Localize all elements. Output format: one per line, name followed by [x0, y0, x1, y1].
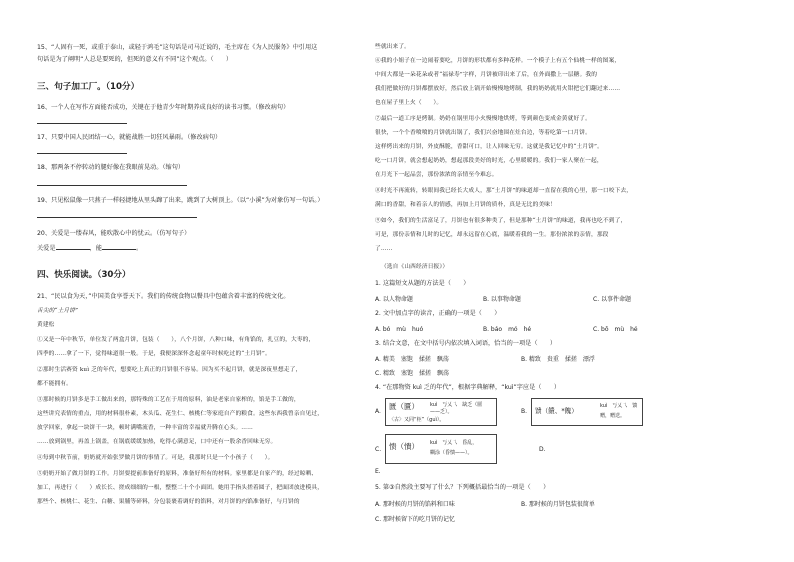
fill-blank-1[interactable] [56, 244, 90, 250]
question-21: 21、“民以食为天，”中国美食享誉天下。我们的传统食物以餐具中包蕴含着丰富的传统文化。 [37, 293, 290, 300]
paragraph-4-line-1: ④每到中秋节前，奶奶就开始张罗做月饼的事情了。可是，我那时只是一个小孩子（ ）。 [37, 455, 274, 461]
paragraph-9-line-2: 可是，那份亲情和儿时的记忆，却永远留在心底，温暖着我的一生。那份浓浓的亲情，那段 [375, 232, 609, 238]
paragraph-5-line-3: 那些个、核桃仁、花生、白糖、果脯等碎料，分包装裹着调好的馅料，对月饼的内馅准备好，与月饼的 [37, 499, 300, 505]
paragraph-8-line-1: ⑧时光不再流转，转眼间我已经长大成人，那“土月饼”的味道却一直留在我的心里，那一口咬下去， [375, 188, 633, 194]
question-15-line-2: 句话是为了阐明“人总是要死的，但死的意义有不同”这个观点。（ ） [37, 56, 233, 63]
paragraph-1-line-1: ①又是一年中秋节，单位发了两盒月饼，包装（ ），八个月饼，八种口味，有角馅的，扎豆的，大枣的， [37, 337, 315, 343]
sub-question-2-option-a[interactable]: A. bó mù huó [375, 326, 424, 333]
section-4-heading: 四、快乐阅读。（30分） [37, 270, 131, 280]
answer-line-18[interactable] [37, 180, 187, 189]
dictionary-entry-b-char: 馈（饋、*餽） [535, 407, 578, 415]
question-20-fill [37, 244, 142, 252]
sub-question-4-option-c-label[interactable]: C. [375, 446, 382, 453]
fill-prefix: 关爱是 [37, 245, 56, 252]
dictionary-entry-b [531, 398, 643, 426]
paragraph-7-line-1: ⑦最后一道工序是烤制。奶奶在锅里用小火慢慢地烘烤，等到颜色变成金黄就好了。 [375, 116, 591, 122]
paragraph-8-line-2: 满口的香甜，和着亲人的情感，再加上月饼的质朴，真是无比的美味！ [375, 202, 556, 208]
sub-question-5-option-b[interactable]: B. 那时候的月饼包装很简单 [521, 501, 595, 508]
question-15-line-1: 15、“人固有一死，或重于泰山，或轻于鸿毛”这句话是司马迁说的，毛主席在《为人民服务》中引用这 [37, 44, 318, 51]
paragraph-6-line-4: 也在屋子里上火（ ）。 [375, 100, 443, 106]
dictionary-entry-c-char: 愦（憒） [389, 442, 419, 451]
paragraph-3-line-4: ……放到锅里，再盖上锅盖，在锅底缓缓加热，吃得心满意足，口中还有一股余香回味无穷。 [37, 439, 277, 445]
sub-question-4-option-e-label[interactable]: E. [375, 468, 381, 475]
dictionary-entry-c-def-2: 糊涂（昏愦——）。 [430, 450, 473, 456]
passage-title: 舌尖的“土月饼” [37, 308, 79, 314]
paragraph-2-line-2: 都不能拥有。 [37, 381, 73, 387]
paragraph-7-line-5: 在月光下一起品尝，那份浓浓的亲情至今难忘。 [375, 172, 498, 178]
right-paragraph-line-1: 些就出来了。 [375, 44, 411, 50]
dictionary-entry-a-char: 匮（匱） [389, 402, 419, 411]
right-column [375, 0, 794, 562]
sub-question-1-option-a[interactable]: A. 以人物命题 [375, 296, 413, 303]
sub-question-5-option-a[interactable]: A. 那时候的月饼的馅料和口味 [375, 501, 455, 508]
paragraph-7-line-4: 吃一口月饼，就会想起奶奶，想起那段美好的时光，心里暖暖的。我们一家人聚在一起， [375, 158, 603, 164]
sub-question-3: 3. 结合文意，在文中括号内依次填入词语，恰当的一项是（ ） [375, 340, 557, 347]
paragraph-3-line-3: 放学回家，拿起一块饼干一块，顿时满嘴流香，一种丰富的幸福就升腾在心头。…… [37, 425, 253, 431]
dictionary-entry-c-def-1: kuì 丂乂乁 昏乱， [430, 440, 478, 446]
dictionary-entry-a-def-2: ——乏）。 [430, 409, 453, 415]
sub-question-4-option-a-label[interactable]: A. [375, 408, 381, 415]
sub-question-1-option-b[interactable]: B. 以事物命题 [483, 296, 521, 303]
dictionary-entry-a-def-3: 〈古〉又同“柜”（guì）。 [389, 417, 445, 423]
dictionary-entry-b-def-1: kuì 丂乂乁 馈 [600, 403, 638, 409]
question-20: 20、关爱是一缕春风，能吹散心中的忧云。（仿写句子） [37, 230, 191, 237]
section-3-heading: 三、句子加工厂。（10分） [37, 82, 140, 92]
paragraph-9-line-3: 了…… [375, 246, 393, 252]
fill-end: 。 [135, 245, 143, 252]
sub-question-3-option-a[interactable]: A. 精美 塞饱 揉搓 飘荡 [375, 356, 449, 363]
dictionary-entry-b-def-2: 赠，赠送。 [600, 413, 626, 419]
sub-question-3-option-c[interactable]: C. 精致 塞饱 揉搓 飘荡 [375, 370, 450, 377]
paragraph-2-line-1: ②那时生活赛资 kuì 乏的年代，想要吃上真正的月饼很不容易。因为买不起月饼，就是深夜里想走了， [37, 367, 302, 373]
fill-blank-2[interactable] [102, 244, 136, 250]
paragraph-5-line-2: 加工，再进行（ ）成长长、搓成细细的一根，整整二十个小面团。她用手指头搓着圆子，把面团放进模具， [37, 485, 324, 491]
sub-question-5: 5. 第③自然段主要写了什么？下列概括最恰当的一项是（ ） [375, 484, 550, 491]
paragraph-6-line-3: 我们把做好的月饼都摆放好，然后放上锅开始慢慢地烤制，我的奶奶就用火钳把它们翻过来…… [375, 86, 621, 92]
dictionary-entry-a-def-1: kuì 丂乂乁 缺乏（匮 [430, 402, 483, 408]
dictionary-entry-a [385, 398, 497, 426]
sub-question-4-option-d-label[interactable]: D. [539, 446, 546, 453]
sub-question-5-option-c[interactable]: C. 那时候留下的吃月饼的记忆 [375, 516, 456, 523]
passage-source: （选自《山西经济日报》） [381, 264, 449, 270]
sub-question-2-option-b[interactable]: B. báo mó hé [483, 326, 532, 333]
question-17: 17、只要中国人民团结一心，就能战胜一切狂风暴雨。（修改病句） [37, 134, 222, 141]
paragraph-5-line-1: ⑤奶奶开始了做月饼的工作。月饼要提前准备好的原料，准备好所有的材料。家里都是自家产的，经过晾晒、 [37, 471, 318, 477]
dictionary-entry-c [385, 434, 497, 464]
sub-question-1: 1. 这篇短文从题的方法是（ ） [375, 280, 470, 287]
paragraph-6-line-1: ⑥我的小姐子在一边闹着要吃，月饼的形状都有多种花样。一个模子上有五个仙桃一样的图案， [375, 58, 621, 64]
answer-line-17[interactable] [37, 148, 127, 157]
fill-middle: ，能 [89, 245, 102, 252]
paragraph-7-line-3: 这样烤出来的月饼，外皮酥脆，香甜可口，让人回味无穷。这就是我记忆中的“土月饼”。 [375, 144, 603, 150]
sub-question-4-option-b-label[interactable]: B. [521, 408, 528, 415]
paragraph-3-line-2: 这些讲究表情的重点，用的材料很朴素，木头瓜、花生仁、核桃仁等家庭自产的粮食。这些东西我曾亲自见过， [37, 411, 324, 417]
paragraph-7-line-2: 很快，一个个香喷喷的月饼就出锅了，我们兴奋地围在灶台边，等着吃第一口月饼。 [375, 130, 591, 136]
sub-question-1-option-c[interactable]: C. 以事件命题 [593, 296, 632, 303]
paragraph-6-line-2: 中间大都是一朵花朵或者“福禄寿”字样，月饼被印出来了后，在外面撒上一层糖。我的 [375, 72, 598, 78]
answer-line-16[interactable] [37, 118, 127, 127]
paragraph-3-line-1: ③那时候的月饼多是手工做出来的，那特殊的工艺在于用的原料，油是老家自家榨的，馅是手工做的， [37, 397, 300, 403]
question-16: 16、一个人在写作方面能否成功，关键在于他青少年时期养成良好的读书习惯。（修改病句） [37, 104, 290, 111]
sub-question-4: 4. “在那物资 kuì 乏的年代”，根据字典解释，“kuì”字应是（ ） [375, 384, 561, 391]
passage-author: 黄建松 [37, 322, 55, 328]
sub-question-2: 2. 文中加点字的读音，正确的一项是（ ） [375, 310, 501, 317]
sub-question-2-option-c[interactable]: C. bō mù hé [593, 326, 638, 333]
paragraph-1-line-2: 四季的……拿了一下，觉得味道很一般。于是，我便深深怀念起童年时候吃过的“土月饼”。 [37, 351, 271, 357]
paragraph-9-line-1: ⑨如今，我们的生活富足了，月饼也有很多种类了，但是那种“土月饼”的味道，我再也吃不到了， [375, 218, 627, 224]
answer-line-19[interactable] [37, 212, 197, 221]
sub-question-3-option-b[interactable]: B. 精致 贵重 揉搓 漂浮 [521, 356, 595, 363]
question-18: 18、那两条不停转动的腿好像在我眼前晃动。（缩句） [37, 164, 185, 171]
question-19: 19、只见松鼠像一只燕子一样轻捷地从里头蹿了出来，跳到了大树顶上。（以“小溪”为对象仿写一句话。） [37, 197, 324, 204]
